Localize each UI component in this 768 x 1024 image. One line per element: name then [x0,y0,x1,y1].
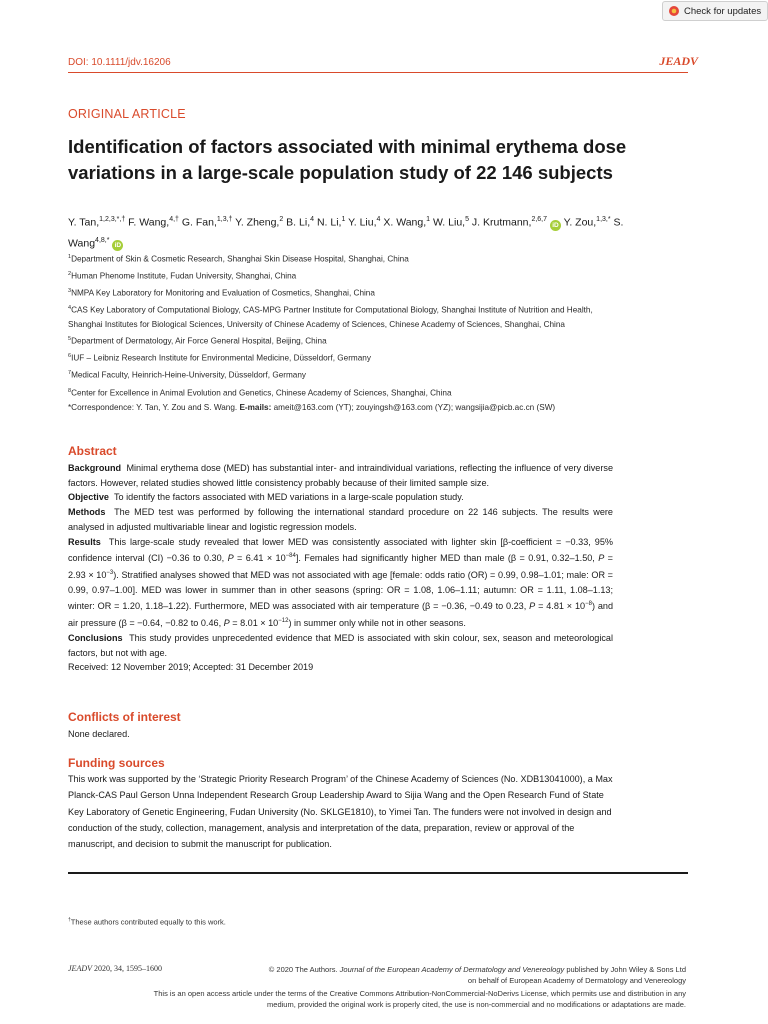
correspondence-names: Y. Tan, Y. Zou and S. Wang. [134,402,240,412]
article-title: Identification of factors associated with minimal erythema dose variations in a large-scale population study of 22 146 subjects [68,136,627,183]
abstract-methods: Methods The MED test was performed by following the international standard procedure on 22 146 subjects. The results were analysed in adjusted multivariable linear and logistic regression models. [68,507,613,532]
author-name: W. Liu, [430,216,466,229]
author-affiliation-mark: 4 [310,216,315,223]
abstract-heading: Abstract [68,444,117,458]
author-list [68,211,628,252]
author-name: Y. Zou, [560,216,597,229]
article-type: ORIGINAL ARTICLE [68,107,186,121]
section-divider [68,872,688,874]
correspondence-label: *Correspondence: [68,402,134,412]
author-affiliation-mark: 1,3,* [596,216,611,223]
author-name: S. Wang [68,216,624,249]
author-name: B. Li, [283,216,311,229]
funding-text: This work was supported by the ‘Strategic Priority Research Program’ of the Chinese Academy of Sciences (No. XDB13041000), a Max Planck-CAS Paul Gerson Unna Independent Research Group Leadership Award to Sijia Wang and the Open Research Fund of State Key Laboratory of Genetic Engineering, Fudan University (No. SKLGE1810), to Yimei Tan. The funders were not involved in design and conduction of the study, collection, management, analysis and interpretation of the data, preparation, review or approval of the manuscript, and decision to submit the manuscript for publication. [68,774,613,850]
author-affiliation-mark: 1,2,3,*,† [99,216,126,223]
affiliation-item: $^6$IUF – Leibniz Research Institute for Environmental Medicine, Düsseldorf, Germany [68,353,371,364]
abstract-background: Background Minimal erythema dose (MED) has substantial inter- and intraindividual variations, reflecting the influence of very diverse factors. However, related studies showed little consistency probably because of their limited sample size. [68,463,613,488]
author-name: F. Wang, [125,216,170,229]
abstract-conclusions: Conclusions This study provides unprecedented evidence that MED is associated with skin colour, sex, season and meteorological factors, but not with age. [68,632,613,658]
orcid-icon[interactable]: iD [112,240,123,251]
author-affiliation-mark: 1,3,† [216,216,233,223]
footer-citation: JEADV 2020, 34, 1595–1600 [68,964,162,973]
refresh-icon [668,5,680,17]
check-for-updates-button[interactable] [662,1,768,21]
abstract-results: Results This large-scale study revealed that lower MED was consistently associated with lighter skin [β-coefficient = −0.33, 95% confidence interval (CI) −0.36 to 0.30, $P = 6.41 \times 10^{-84}$]. Females had significantly higher MED than male (β = 0.91, 0.32–1.50, $P = 2.93 \times 10^{-3}$). Stratified analyses showed that MED was not associated with age [female: odds ratio (OR) = 0.99, 0.98–1.01; male: OR = 0.99, 0.97–1.00]. MED was lower in summer than in other seasons (spring: OR = 1.08, 1.06–1.11; autumn: OR = 1.11, 1.08–1.13; winter: OR = 1.20, 1.18–1.22). Furthermore, MED was associated with air temperature (β = −0.36, −0.49 to 0.23, $P = 4.81 \times 10^{-8}$) and air pressure (β = −0.64, −0.82 to 0.46, $P = 8.01 \times 10^{-12}$) in summer only while not in other seasons. [68,536,613,629]
footer-license: This is an open access article under the terms of the Creative Commons Attribution-NonCommercial-NoDerivs License, which permits use and distribution in any medium, provided the original work is properly cited, the use is non-commercial and no modifications or adaptations are made. [153,989,686,1010]
header-divider [68,72,688,73]
conflicts-text: None declared. [68,729,130,739]
author-name: N. Li, [314,216,342,229]
author-affiliation-mark: 1 [426,216,431,223]
author-affiliation-mark: 4,† [169,216,179,223]
author-name: X. Wang, [380,216,427,229]
author-name: Y. Tan, [68,216,100,229]
equal-contribution-footnote: †These authors contributed equally to this work. [68,917,226,927]
received-dates: Received: 12 November 2019; Accepted: 31 December 2019 [68,662,314,673]
author-affiliation-mark: 2,6,7 [531,216,548,223]
conflicts-heading: Conflicts of interest [68,710,181,724]
affiliation-item: $^2$Human Phenome Institute, Fudan University, Shanghai, China [68,271,297,281]
check-for-updates-label: Check for updates [684,5,762,17]
funding-heading: Funding sources [68,756,165,770]
abstract-objective: Objective To identify the factors associated with MED variations in a large-scale population study. [68,492,464,503]
correspondence [68,401,618,415]
affiliation-item: $^3$NMPA Key Laboratory for Monitoring and Evaluation of Cosmetics, Shanghai, China [68,288,375,298]
doi-link[interactable]: DOI: 10.1111/jdv.16206 [68,57,171,68]
author-affiliation-mark: 5 [465,216,469,223]
affiliation-item: $^7$Medical Faculty, Heinrich-Heine-University, Düsseldorf, Germany [68,370,306,381]
author-affiliation-mark: 4,8,* [95,236,110,244]
affiliation-item: $^1$Department of Skin & Cosmetic Research, Shanghai Skin Disease Hospital, Shanghai, China [68,254,409,264]
correspondence-emails[interactable]: ameit@163.com (YT); zouyingsh@163.com (YZ); wangsijia@picb.ac.cn (SW) [271,402,556,412]
emails-label: E-mails: [239,402,272,412]
abstract-body [68,461,613,675]
author-name: G. Fan, [178,216,217,229]
affiliation-item: $^5$Department of Dermatology, Air Force General Hospital, Beijing, China [68,336,327,347]
affiliations [68,250,618,415]
author-name: J. Krutmann, [468,216,532,229]
author-affiliation-mark: 2 [279,216,284,223]
affiliation-item: $^4$CAS Key Laboratory of Computational Biology, CAS-MPG Partner Institute for Computational Biology, Shanghai Institute of Nutrition and Health, Shanghai Institutes for Biological Sciences, University of Chinese Academy of Sciences, Chinese Academy of Sciences, Shanghai, China [68,305,593,330]
footer-copyright: © 2020 The Authors. Journal of the European Academy of Dermatology and Venereology published by John Wiley & Sons Ltd on behalf of European Academy of Dermatology and Venereology [268,965,686,986]
orcid-icon[interactable]: iD [550,220,561,231]
author-affiliation-mark: 1 [341,216,346,223]
journal-running-head: JEADV [659,54,698,68]
affiliation-item: $^8$Center for Excellence in Animal Evolution and Genetics, Chinese Academy of Sciences, Shanghai, China [68,387,452,398]
author-name: Y. Zheng, [232,216,280,229]
author-name: Y. Liu, [345,216,377,229]
author-affiliation-mark: 4 [376,216,381,223]
